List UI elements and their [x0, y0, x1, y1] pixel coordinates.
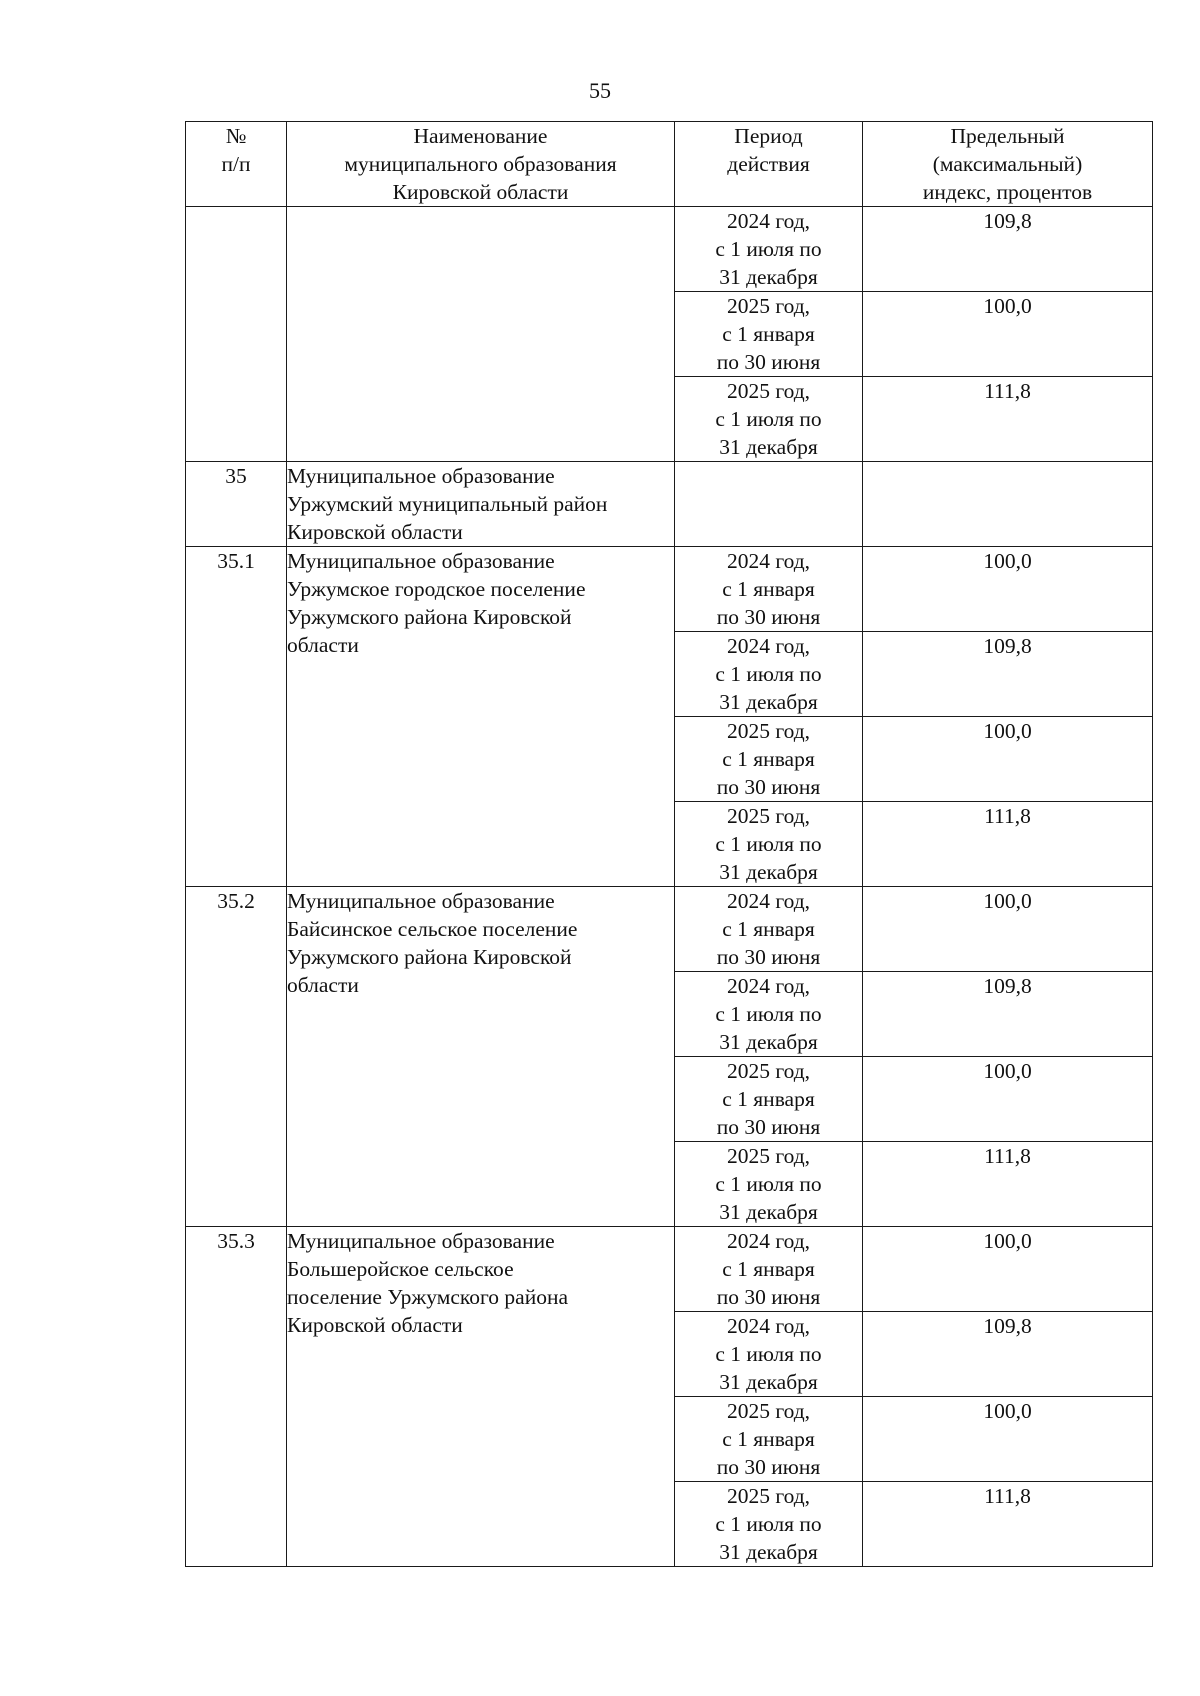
index-value: 100,0 — [863, 292, 1153, 377]
municipality-name: Муниципальное образование Байсинское сельское поселение Уржумского района Кировской области — [287, 887, 675, 1227]
period-cell: 2025 год, с 1 января по 30 июня — [675, 1057, 863, 1142]
index-value: 109,8 — [863, 207, 1153, 292]
row-number: 35 — [186, 462, 287, 547]
period-cell: 2024 год, с 1 июля по 31 декабря — [675, 207, 863, 292]
index-value: 100,0 — [863, 547, 1153, 632]
table-row — [186, 887, 1153, 972]
table-row — [186, 1227, 1153, 1312]
period-cell: 2024 год, с 1 июля по 31 декабря — [675, 632, 863, 717]
municipality-name — [287, 207, 675, 462]
index-value: 100,0 — [863, 1057, 1153, 1142]
period-cell: 2024 год, с 1 января по 30 июня — [675, 547, 863, 632]
period-cell: 2025 год, с 1 июля по 31 декабря — [675, 802, 863, 887]
page-number: 55 — [589, 78, 611, 103]
header-name: Наименование муниципального образования Кировской области — [287, 122, 675, 207]
tariff-index-table — [185, 121, 1153, 1567]
header-num: № п/п — [186, 122, 287, 207]
municipality-name: Муниципальное образование Уржумское городское поселение Уржумского района Кировской области — [287, 547, 675, 887]
index-value: 109,8 — [863, 1312, 1153, 1397]
row-number: 35.3 — [186, 1227, 287, 1567]
table-body — [186, 207, 1153, 1567]
period-cell: 2024 год, с 1 июля по 31 декабря — [675, 972, 863, 1057]
period-cell: 2024 год, с 1 января по 30 июня — [675, 887, 863, 972]
header-period: Период действия — [675, 122, 863, 207]
municipality-name: Муниципальное образование Большеройское сельское поселение Уржумского района Кировской области — [287, 1227, 675, 1567]
period-cell: 2025 год, с 1 января по 30 июня — [675, 292, 863, 377]
period-cell: 2025 год, с 1 июля по 31 декабря — [675, 1482, 863, 1567]
index-value: 100,0 — [863, 887, 1153, 972]
index-value: 111,8 — [863, 802, 1153, 887]
table-row — [186, 547, 1153, 632]
municipality-name: Муниципальное образование Уржумский муниципальный район Кировской области — [287, 462, 675, 547]
index-value — [863, 462, 1153, 547]
period-cell: 2025 год, с 1 июля по 31 декабря — [675, 1142, 863, 1227]
row-number: 35.1 — [186, 547, 287, 887]
period-cell: 2025 год, с 1 июля по 31 декабря — [675, 377, 863, 462]
row-number: 35.2 — [186, 887, 287, 1227]
period-cell: 2024 год, с 1 июля по 31 декабря — [675, 1312, 863, 1397]
index-value: 109,8 — [863, 972, 1153, 1057]
period-cell: 2024 год, с 1 января по 30 июня — [675, 1227, 863, 1312]
index-value: 109,8 — [863, 632, 1153, 717]
index-value: 111,8 — [863, 377, 1153, 462]
row-number — [186, 207, 287, 462]
index-value: 111,8 — [863, 1142, 1153, 1227]
header-index: Предельный (максимальный) индекс, процентов — [863, 122, 1153, 207]
index-value: 100,0 — [863, 1397, 1153, 1482]
table-row — [186, 462, 1153, 547]
index-value: 100,0 — [863, 717, 1153, 802]
table-row — [186, 207, 1153, 292]
period-cell: 2025 год, с 1 января по 30 июня — [675, 1397, 863, 1482]
table-header-row — [186, 122, 1153, 207]
period-cell: 2025 год, с 1 января по 30 июня — [675, 717, 863, 802]
period-cell — [675, 462, 863, 547]
index-value: 111,8 — [863, 1482, 1153, 1567]
index-value: 100,0 — [863, 1227, 1153, 1312]
